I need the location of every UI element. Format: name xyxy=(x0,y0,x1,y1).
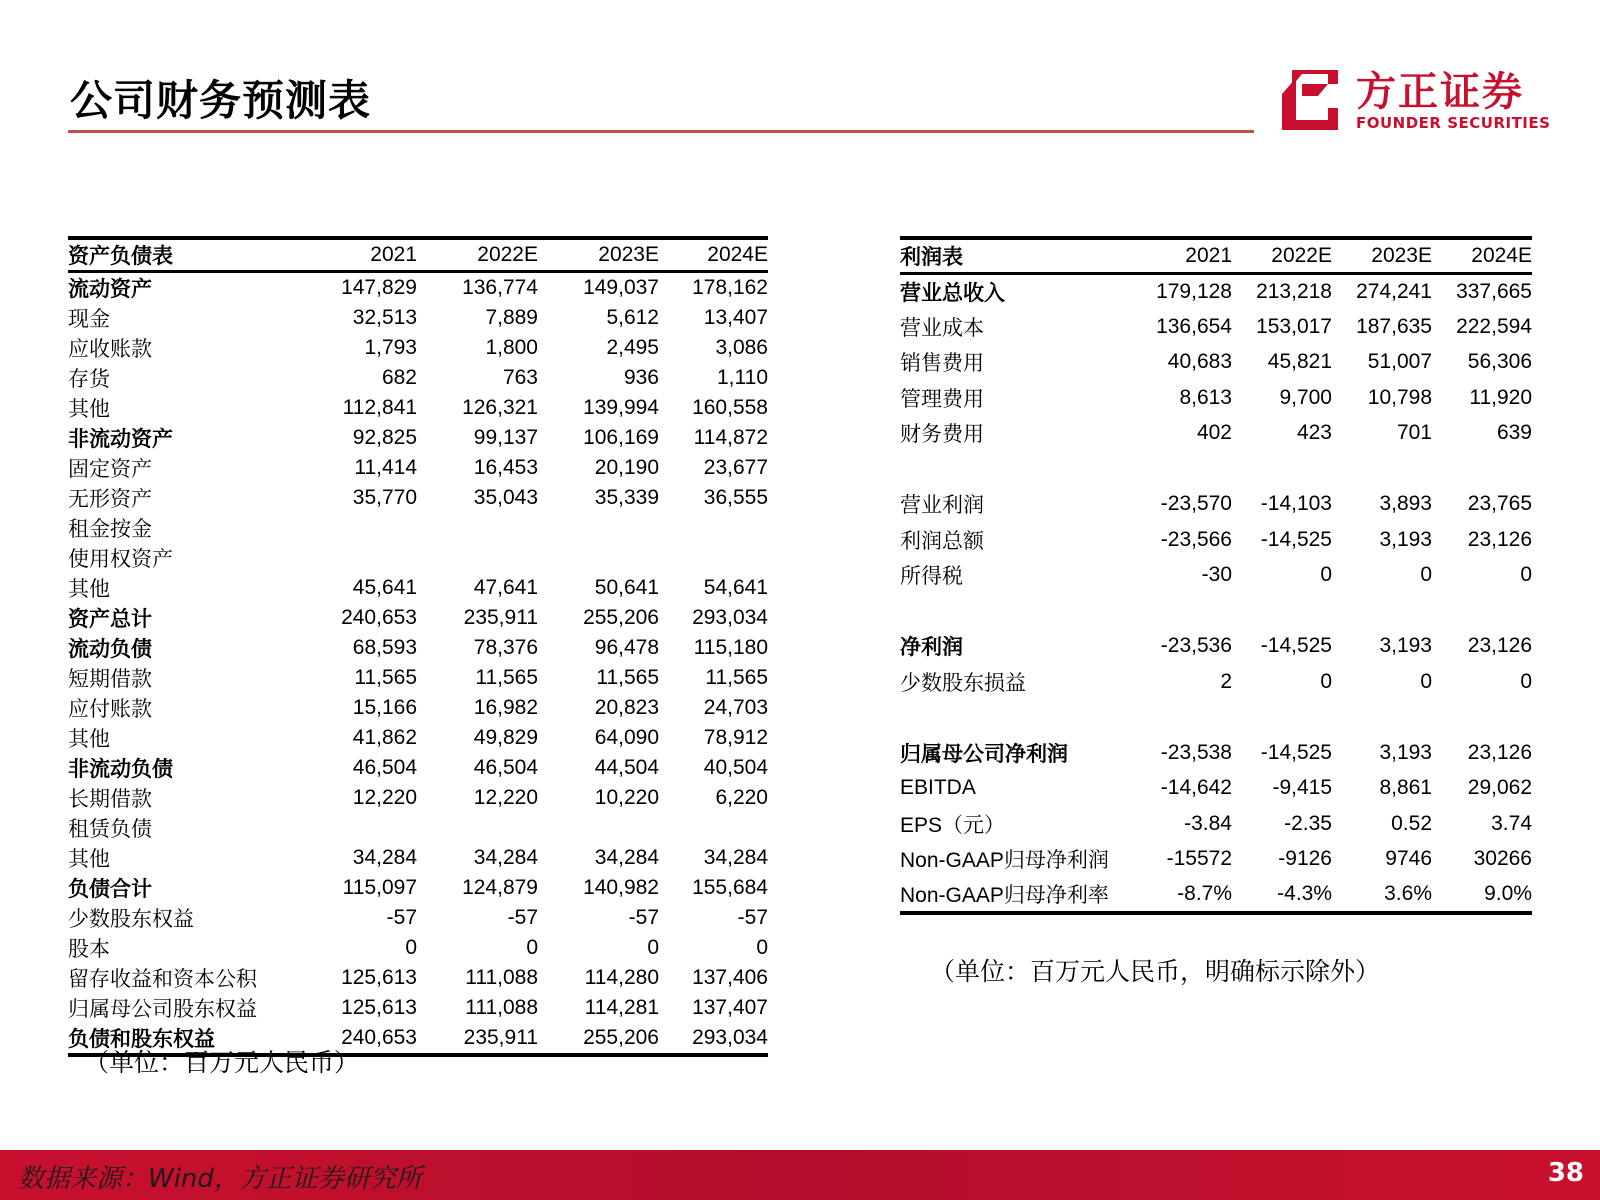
table-cell: 29,062 xyxy=(1467,776,1532,800)
table-cell: 125,613 xyxy=(341,996,417,1019)
table-cell: 11,414 xyxy=(354,456,417,479)
table-cell: -57 xyxy=(628,906,659,929)
table-cell: 140,982 xyxy=(583,876,659,899)
table-cell: 0 xyxy=(756,936,768,959)
table-cell: 24,703 xyxy=(703,696,768,719)
table-header-row xyxy=(68,238,768,272)
data-source: 数据来源：Wind，方正证券研究所 xyxy=(18,1164,422,1194)
row-label: 少数股东权益 xyxy=(68,908,194,931)
table-row xyxy=(900,664,1532,700)
table-cell xyxy=(1232,593,1332,629)
table-cell: -8.7% xyxy=(1177,881,1232,905)
table-cell: 11,565 xyxy=(354,666,417,689)
table-cell: 23,677 xyxy=(703,456,768,479)
table-cell: 46,504 xyxy=(473,756,538,779)
table-cell: 153,017 xyxy=(1256,314,1332,338)
footer-bar xyxy=(0,1150,1600,1200)
table-row xyxy=(68,903,768,933)
table-row xyxy=(900,558,1532,594)
table-row xyxy=(68,603,768,633)
table-cell: 47,641 xyxy=(473,576,538,599)
table-cell xyxy=(300,513,417,543)
table-cell: -57 xyxy=(507,906,538,929)
table-cell xyxy=(1332,593,1432,629)
column-header: 资产负债表 xyxy=(68,245,173,268)
row-label: 固定资产 xyxy=(68,458,152,481)
table-cell xyxy=(300,813,417,843)
table-cell: 11,565 xyxy=(475,666,538,689)
table-cell: -30 xyxy=(1201,563,1232,587)
row-label: 净利润 xyxy=(900,636,963,660)
table-cell: 5,612 xyxy=(606,306,659,329)
table-cell: 222,594 xyxy=(1456,314,1532,338)
table-cell: 92,825 xyxy=(352,426,417,449)
row-label: 租金按金 xyxy=(68,518,152,541)
table-cell: 56,306 xyxy=(1467,350,1532,374)
row-label: 其他 xyxy=(68,848,110,871)
table-cell: 112,841 xyxy=(342,396,417,419)
table-row xyxy=(900,735,1532,771)
row-label: 负债和股东权益 xyxy=(68,1028,215,1051)
column-header: 2021 xyxy=(370,243,417,266)
row-label: 流动资产 xyxy=(68,278,152,301)
logo-english-name: FOUNDER SECURITIES xyxy=(1356,114,1551,132)
row-label: 其他 xyxy=(68,398,110,421)
row-label: 其他 xyxy=(68,728,110,751)
table-row xyxy=(900,700,1532,736)
table-cell: 0 xyxy=(1320,563,1332,587)
table-row xyxy=(900,771,1532,807)
table-cell xyxy=(538,543,659,573)
table-cell: -15572 xyxy=(1166,847,1232,871)
table-cell: 936 xyxy=(623,366,659,389)
row-label: 负债合计 xyxy=(68,878,152,901)
table-cell: 111,088 xyxy=(465,966,538,989)
table-cell: -57 xyxy=(737,906,768,929)
page-number: 38 xyxy=(1547,1158,1584,1188)
table-row xyxy=(900,345,1532,381)
column-header: 2022E xyxy=(477,243,538,266)
table-row xyxy=(68,783,768,813)
table-cell: 639 xyxy=(1496,421,1532,445)
table-cell: 1,793 xyxy=(364,336,417,359)
table-cell: 8,613 xyxy=(1179,385,1232,409)
table-row xyxy=(68,753,768,783)
table-row xyxy=(900,487,1532,523)
table-row xyxy=(68,363,768,393)
table-row xyxy=(68,333,768,363)
table-cell xyxy=(659,513,768,543)
table-cell: 54,641 xyxy=(703,576,768,599)
table-cell: 34,284 xyxy=(352,846,417,869)
table-cell: -23,570 xyxy=(1160,492,1232,516)
table-cell xyxy=(659,543,768,573)
row-label: Non-GAAP归母净利率 xyxy=(900,883,1109,907)
table-row xyxy=(68,633,768,663)
table-cell xyxy=(1332,451,1432,487)
table-cell: 137,406 xyxy=(692,966,768,989)
table-cell: 0 xyxy=(405,936,417,959)
row-label: 应收账款 xyxy=(68,338,152,361)
table-cell: 0 xyxy=(647,936,659,959)
table-row xyxy=(68,303,768,333)
row-label: 财务费用 xyxy=(900,423,984,447)
row-label: 管理费用 xyxy=(900,387,984,411)
table-cell: 34,284 xyxy=(703,846,768,869)
table-cell: 3,893 xyxy=(1379,492,1432,516)
table-cell: 96,478 xyxy=(594,636,659,659)
table-cell: -2.35 xyxy=(1284,811,1332,835)
table-row xyxy=(68,933,768,963)
table-cell: 11,565 xyxy=(705,666,768,689)
row-label: 资产总计 xyxy=(68,608,152,631)
table-cell: -4.3% xyxy=(1277,881,1332,905)
table-cell: 124,879 xyxy=(462,876,538,899)
column-header: 2023E xyxy=(1371,244,1432,267)
table-cell xyxy=(300,543,417,573)
table-cell: 114,281 xyxy=(584,996,659,1019)
table-cell: 20,823 xyxy=(594,696,659,719)
table-cell xyxy=(1132,451,1232,487)
table-cell xyxy=(1132,700,1232,736)
table-cell: 3,193 xyxy=(1379,527,1432,551)
column-header: 2022E xyxy=(1271,244,1332,267)
column-header: 2023E xyxy=(598,243,659,266)
table-cell: 10,220 xyxy=(594,786,659,809)
table-cell: 293,034 xyxy=(692,606,768,629)
table-cell: 45,641 xyxy=(352,576,417,599)
table-cell: 78,912 xyxy=(703,726,768,749)
row-label xyxy=(900,593,1132,629)
row-label: 租赁负债 xyxy=(68,818,152,841)
table-cell: 255,206 xyxy=(583,1026,659,1049)
table-row xyxy=(68,993,768,1023)
table-cell: 49,829 xyxy=(473,726,538,749)
table-cell: 115,097 xyxy=(342,876,417,899)
table-cell: 0 xyxy=(526,936,538,959)
table-cell: 12,220 xyxy=(473,786,538,809)
row-label: 利润总额 xyxy=(900,529,984,553)
table-cell: 139,994 xyxy=(583,396,659,419)
table-cell: 115,180 xyxy=(693,636,768,659)
table-cell: 16,453 xyxy=(473,456,538,479)
table-cell: 0 xyxy=(1520,563,1532,587)
table-cell: -23,566 xyxy=(1160,527,1232,551)
table-cell: 40,683 xyxy=(1167,350,1232,374)
table-cell: -57 xyxy=(386,906,417,929)
column-header: 2021 xyxy=(1185,244,1232,267)
table-row xyxy=(900,451,1532,487)
row-label: 短期借款 xyxy=(68,668,152,691)
table-row xyxy=(68,663,768,693)
table-cell: 2 xyxy=(1220,669,1232,693)
table-cell xyxy=(659,813,768,843)
table-cell: 46,504 xyxy=(352,756,417,779)
table-cell: 763 xyxy=(502,366,538,389)
table-row xyxy=(68,483,768,513)
table-cell: -14,642 xyxy=(1160,776,1232,800)
table-cell xyxy=(417,513,538,543)
table-cell xyxy=(538,813,659,843)
table-cell: 45,821 xyxy=(1267,350,1332,374)
table-cell: 3.74 xyxy=(1491,811,1532,835)
table-cell: 255,206 xyxy=(583,606,659,629)
table-cell: -14,525 xyxy=(1260,634,1332,658)
table-cell: 9.0% xyxy=(1484,881,1532,905)
row-label: 留存收益和资本公积 xyxy=(68,968,257,991)
table-cell: -23,536 xyxy=(1160,634,1232,658)
table-cell: 149,037 xyxy=(583,276,659,299)
table-row xyxy=(68,272,768,304)
table-cell: 106,169 xyxy=(583,426,659,449)
table-cell: -9,415 xyxy=(1272,776,1332,800)
row-label: 营业利润 xyxy=(900,494,984,518)
row-label: 非流动负债 xyxy=(68,758,173,781)
founder-logo-icon xyxy=(1278,64,1344,130)
table-cell: 1,110 xyxy=(717,366,768,389)
column-header: 2024E xyxy=(1471,244,1532,267)
row-label: 所得税 xyxy=(900,565,963,589)
table-cell: 64,090 xyxy=(594,726,659,749)
row-label: 股本 xyxy=(68,938,110,961)
table-cell: 0.52 xyxy=(1391,811,1432,835)
row-label: Non-GAAP归母净利润 xyxy=(900,849,1109,873)
table-row xyxy=(900,629,1532,665)
table-row xyxy=(900,842,1532,878)
table-cell: 293,034 xyxy=(692,1026,768,1049)
table-cell: 701 xyxy=(1396,421,1432,445)
column-header: 2024E xyxy=(707,243,768,266)
table-cell: 125,613 xyxy=(341,966,417,989)
table-cell: 32,513 xyxy=(352,306,417,329)
table-cell: 1,800 xyxy=(485,336,538,359)
table-cell: 30266 xyxy=(1473,847,1532,871)
table-row xyxy=(900,877,1532,913)
table-cell: 147,829 xyxy=(341,276,417,299)
column-header: 利润表 xyxy=(900,246,963,269)
table-row xyxy=(68,453,768,483)
table-cell xyxy=(1132,593,1232,629)
table-row xyxy=(68,843,768,873)
row-label: 使用权资产 xyxy=(68,548,173,571)
table-cell: 136,654 xyxy=(1156,314,1232,338)
table-cell: 240,653 xyxy=(341,606,417,629)
table-cell: 41,862 xyxy=(352,726,417,749)
table-cell: 179,128 xyxy=(1156,280,1232,303)
table-cell: 3,193 xyxy=(1379,634,1432,658)
table-cell xyxy=(1232,700,1332,736)
table-cell: 10,798 xyxy=(1367,385,1432,409)
page-title: 公司财务预测表 xyxy=(70,76,372,125)
table-cell: 423 xyxy=(1296,421,1332,445)
table-cell: 126,321 xyxy=(462,396,538,419)
table-cell: 187,635 xyxy=(1356,314,1432,338)
table-cell: 213,218 xyxy=(1256,280,1332,303)
table-row xyxy=(900,416,1532,452)
table-cell: 15,166 xyxy=(352,696,417,719)
table-cell: -23,538 xyxy=(1160,740,1232,764)
row-label: 应付账款 xyxy=(68,698,152,721)
table-cell: 23,126 xyxy=(1467,634,1532,658)
table-cell: 16,982 xyxy=(473,696,538,719)
table-cell: 51,007 xyxy=(1367,350,1432,374)
table-cell: 137,407 xyxy=(692,996,768,1019)
table-cell: 155,684 xyxy=(692,876,768,899)
table-cell xyxy=(1432,451,1532,487)
table-cell: 3,193 xyxy=(1379,740,1432,764)
row-label: EBITDA xyxy=(900,776,976,800)
row-label xyxy=(900,700,1132,736)
table-cell: 114,280 xyxy=(584,966,659,989)
table-row xyxy=(68,723,768,753)
table-cell: 337,665 xyxy=(1456,280,1532,303)
table-row xyxy=(900,309,1532,345)
table-cell: 0 xyxy=(1420,669,1432,693)
table-row xyxy=(68,513,768,543)
table-cell: 235,911 xyxy=(463,1026,538,1049)
table-cell: 23,126 xyxy=(1467,527,1532,551)
table-cell: -14,525 xyxy=(1260,527,1332,551)
table-cell xyxy=(1332,700,1432,736)
row-label: 流动负债 xyxy=(68,638,152,661)
table-cell: 13,407 xyxy=(703,306,768,329)
table-cell: 99,137 xyxy=(473,426,538,449)
table-cell: 36,555 xyxy=(703,486,768,509)
table-cell: 274,241 xyxy=(1356,280,1432,303)
table-cell: 34,284 xyxy=(473,846,538,869)
table-cell: 35,339 xyxy=(594,486,659,509)
row-label: 归属母公司股东权益 xyxy=(68,998,257,1021)
table-row xyxy=(68,543,768,573)
table-row xyxy=(900,522,1532,558)
row-label: 现金 xyxy=(68,308,110,331)
table-cell: 50,641 xyxy=(594,576,659,599)
table-row xyxy=(68,423,768,453)
balance-sheet-body xyxy=(68,272,768,1056)
row-label: 归属母公司净利润 xyxy=(900,742,1068,766)
row-label: 少数股东损益 xyxy=(900,671,1026,695)
table-row xyxy=(68,573,768,603)
table-row xyxy=(68,873,768,903)
income-statement-unit-note: （单位：百万元人民币，明确标示除外） xyxy=(930,957,1381,986)
table-cell: -14,525 xyxy=(1260,740,1332,764)
table-cell: 9746 xyxy=(1385,847,1432,871)
table-cell: 34,284 xyxy=(594,846,659,869)
table-cell: 682 xyxy=(381,366,417,389)
table-cell: 20,190 xyxy=(594,456,659,479)
income-statement-table xyxy=(900,236,1532,915)
table-row xyxy=(900,274,1532,310)
table-cell: 178,162 xyxy=(692,276,768,299)
table-cell: 6,220 xyxy=(715,786,768,809)
table-cell: 3,086 xyxy=(715,336,768,359)
table-cell: 35,043 xyxy=(473,486,538,509)
table-cell: 2,495 xyxy=(606,336,659,359)
table-header-row xyxy=(900,238,1532,274)
row-label: 存货 xyxy=(68,368,110,391)
table-cell: 136,774 xyxy=(462,276,538,299)
table-cell xyxy=(417,813,538,843)
table-cell: 0 xyxy=(1320,669,1332,693)
table-cell: 78,376 xyxy=(473,636,538,659)
company-logo xyxy=(1278,58,1551,138)
table-cell: -9126 xyxy=(1278,847,1332,871)
row-label: 其他 xyxy=(68,578,110,601)
table-cell xyxy=(538,513,659,543)
table-cell xyxy=(417,543,538,573)
row-label: 长期借款 xyxy=(68,788,152,811)
table-cell: 8,861 xyxy=(1379,776,1432,800)
balance-sheet-table xyxy=(68,236,768,1057)
table-cell: 240,653 xyxy=(341,1026,417,1049)
table-cell: 68,593 xyxy=(352,636,417,659)
table-cell: 23,126 xyxy=(1467,740,1532,764)
table-row xyxy=(900,593,1532,629)
table-cell: 0 xyxy=(1420,563,1432,587)
table-cell: 3.6% xyxy=(1384,881,1432,905)
row-label: 无形资产 xyxy=(68,488,152,511)
row-label: 营业总收入 xyxy=(900,282,1005,305)
balance-sheet-unit-note: （单位：百万元人民币） xyxy=(84,1048,360,1077)
table-cell: 7,889 xyxy=(485,306,538,329)
row-label xyxy=(900,451,1132,487)
table-cell: 9,700 xyxy=(1279,385,1332,409)
table-cell: 12,220 xyxy=(352,786,417,809)
table-row xyxy=(68,693,768,723)
table-cell: 235,911 xyxy=(463,606,538,629)
title-divider xyxy=(68,130,1254,133)
table-cell: 40,504 xyxy=(703,756,768,779)
table-row xyxy=(900,380,1532,416)
table-cell: -14,103 xyxy=(1260,492,1332,516)
row-label: 营业成本 xyxy=(900,316,984,340)
row-label: EPS（元） xyxy=(900,813,1006,837)
table-row xyxy=(68,963,768,993)
table-row xyxy=(900,806,1532,842)
table-row xyxy=(68,813,768,843)
logo-chinese-name: 方正证券 xyxy=(1356,69,1524,115)
table-cell: 160,558 xyxy=(692,396,768,419)
table-cell: 111,088 xyxy=(465,996,538,1019)
table-cell: 11,565 xyxy=(596,666,659,689)
table-cell: 23,765 xyxy=(1467,492,1532,516)
row-label: 非流动资产 xyxy=(68,428,173,451)
income-statement-body xyxy=(900,274,1532,913)
table-cell: 114,872 xyxy=(693,426,768,449)
table-cell xyxy=(1232,451,1332,487)
table-cell: 0 xyxy=(1520,669,1532,693)
row-label: 销售费用 xyxy=(900,352,984,376)
table-cell xyxy=(1432,593,1532,629)
table-cell: 402 xyxy=(1196,421,1232,445)
table-row xyxy=(68,393,768,423)
table-cell: 35,770 xyxy=(352,486,417,509)
table-cell: 11,920 xyxy=(1469,385,1532,409)
table-cell: 44,504 xyxy=(594,756,659,779)
table-cell: -3.84 xyxy=(1184,811,1232,835)
table-cell xyxy=(1432,700,1532,736)
